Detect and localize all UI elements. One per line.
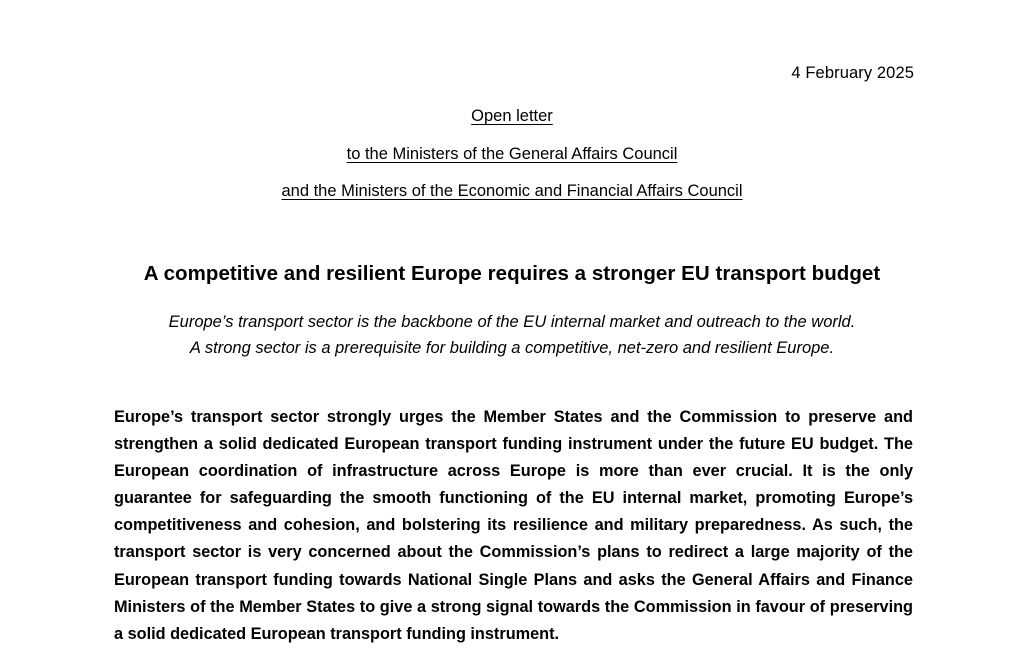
- addressee-line-ecofin: [0, 182, 1024, 201]
- addressee-line-general-affairs: [0, 145, 1024, 164]
- addressee-text: Open letter: [471, 107, 553, 125]
- addressee-line-open-letter: [0, 107, 1024, 126]
- subtitle-line-1: Europe’s transport sector is the backbone of the EU internal market and outreach to the world.: [168, 313, 856, 331]
- addressee-text: and the Ministers of the Economic and Financial Affairs Council: [281, 182, 743, 200]
- letter-date: 4 February 2025: [791, 64, 914, 82]
- addressee-text: to the Ministers of the General Affairs Council: [346, 145, 678, 163]
- body-paragraph: Europe’s transport sector strongly urges the Member States and the Commission to preserve and strengthen a solid dedicated European transport funding instrument under the future EU budget. The European coordination of infrastructure across Europe is more than ever crucial. It is the only guarantee for safeguarding the smooth functioning of the EU internal market, promoting Europe’s competitiveness and cohesion, and bolstering its resilience and military preparedness. As such, the transport sector is very concerned about the Commission’s plans to redirect a large majority of the European transport funding towards National Single Plans and asks the General Affairs and Finance Ministers of the Member States to give a strong signal towards the Commission in favour of preserving a solid dedicated European transport funding instrument.: [114, 408, 913, 643]
- letter-headline: A competitive and resilient Europe requires a stronger EU transport budget: [143, 262, 881, 285]
- subtitle-line-2: A strong sector is a prerequisite for building a competitive, net-zero and resilient Europe.: [189, 339, 835, 357]
